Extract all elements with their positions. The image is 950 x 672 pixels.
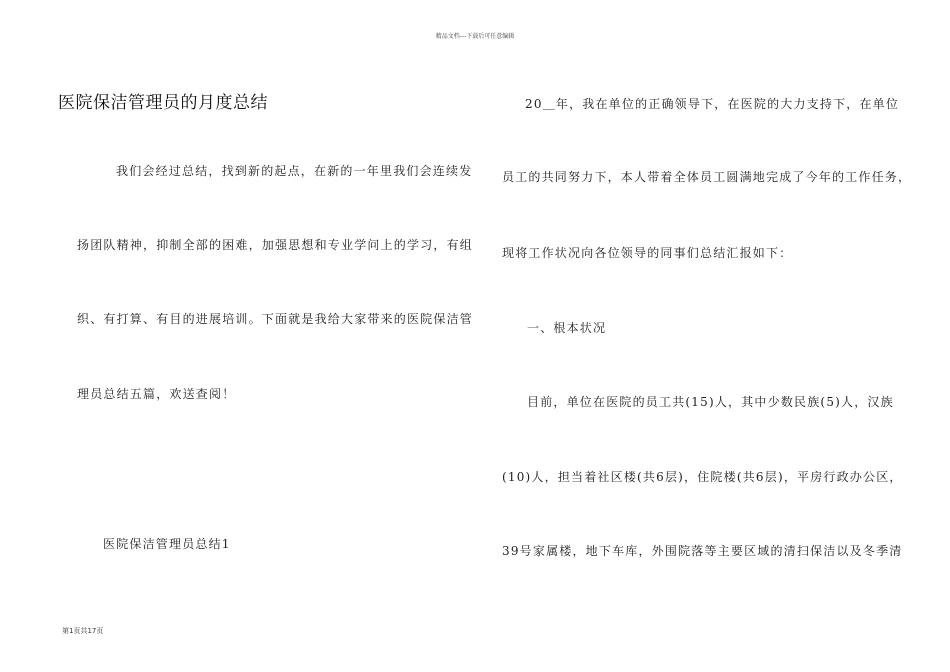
page-header: 精品文档---下载后可任意编辑 bbox=[435, 33, 515, 40]
left-body-line-4: 理员总结五篇，欢送查阅！ bbox=[77, 387, 236, 401]
right-body-line-5: 目前，单位在医院的员工共(15)人，其中少数民族(5)人，汉族 bbox=[527, 395, 894, 409]
left-body-line-2: 扬团队精神，抑制全部的困难，加强思想和专业学问上的学习，有组 bbox=[77, 238, 474, 252]
right-body-line-6: (10)人，担当着社区楼(共6层)，住院楼(共6层)，平房行政办公区， bbox=[502, 470, 903, 484]
right-body-line-1: 20＿年，我在单位的正确领导下，在医院的大力支持下，在单位 bbox=[525, 97, 900, 111]
page-footer: 第1页共17页 bbox=[62, 627, 104, 635]
right-body-line-3: 现将工作状况向各位领导的同事们总结汇报如下： bbox=[502, 246, 793, 260]
right-body-line-2: 员工的共同努力下，本人带着全体员工圆满地完成了今年的工作任务， bbox=[502, 170, 912, 184]
right-body-line-7: 39号家属楼，地下车库，外围院落等主要区域的清扫保洁以及冬季清 bbox=[502, 544, 903, 558]
right-section-heading: 一、根本状况 bbox=[527, 321, 607, 335]
section-subheading: 医院保洁管理员总结1 bbox=[103, 537, 231, 551]
left-body-line-3: 织、有打算、有目的进展培训。下面就是我给大家带来的医院保洁管 bbox=[77, 312, 474, 326]
left-body-line-1: 我们会经过总结，找到新的起点，在新的一年里我们会连续发 bbox=[116, 164, 473, 178]
document-title: 医院保洁管理员的月度总结 bbox=[58, 93, 268, 113]
